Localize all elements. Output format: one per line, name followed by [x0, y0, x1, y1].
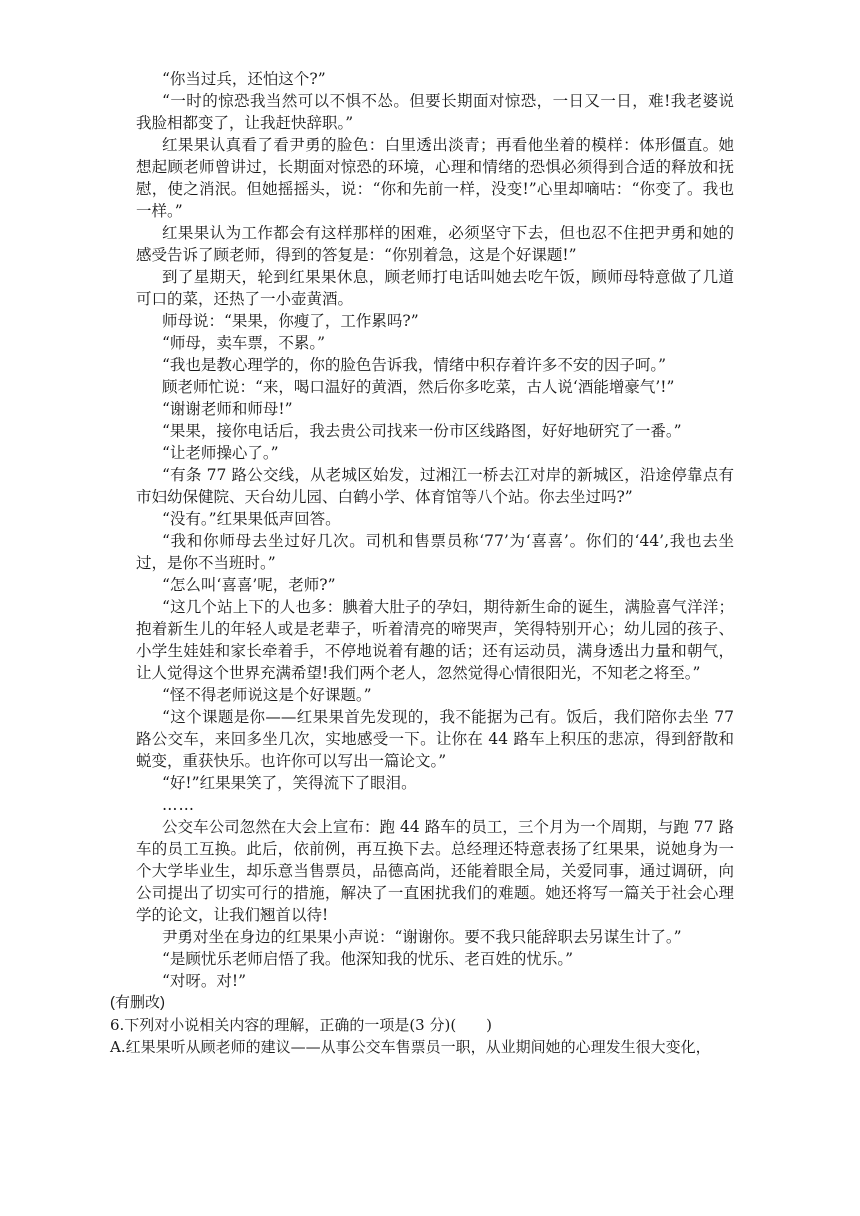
question-6: 6.下列对小说相关内容的理解，正确的一项是(3 分)( )	[110, 1016, 493, 1034]
paragraph-23: “是顾忧乐老师启悟了我。他深知我的忧乐、老百姓的忧乐。”	[162, 950, 574, 968]
paragraph-8: “我也是教心理学的，你的脸色告诉我，情绪中积存着许多不安的因子呵。”	[162, 356, 667, 374]
paragraph-17: “这几个站上下的人也多：腆着大肚子的孕妇，期待新生命的诞生，满脸喜气洋洋；抱着新生儿的年轻人或是老辈子，听着清亮的啼哭声，笑得特别开心；幼儿园的孩子、小学生娃娃和家长牵着手，不停地说着有趣的话；还有运动员，满身透出力量和朝气，让人觉得这个世界充满希望!我们两个老人，忽然觉得心情很阳光，不知老之将至。”	[136, 598, 734, 682]
paragraph-14: “没有。”红果果低声回答。	[162, 510, 341, 528]
ellipsis-marker: ……	[162, 796, 195, 814]
paragraph-3: 红果果认真看了看尹勇的脸色：白里透出淡青；再看他坐着的模样：体形僵直。她想起顾老师曾讲过，长期面对惊恐的环境，心理和情绪的恐惧必须得到合适的释放和抚慰，使之消泯。但她摇摇头，说：“你和先前一样，没变!”心里却嘀咕：“你变了。我也一样。”	[136, 136, 734, 220]
paragraph-2: “一时的惊恐我当然可以不惧不怂。但要长期面对惊恐，一日又一日，难!我老婆说我脸相都变了，让我赶快辞职。”	[136, 92, 734, 132]
paragraph-7: “师母，卖车票，不累。”	[162, 334, 326, 352]
paragraph-11: “果果，接你电话后，我去贵公司找来一份市区线路图，好好地研究了一番。”	[162, 422, 682, 440]
paragraph-4: 红果果认为工作都会有这样那样的困难，必须坚守下去，但也忍不住把尹勇和她的感受告诉了顾老师，得到的答复是：“你别着急，这是个好课题!”	[136, 224, 734, 264]
paragraph-15: “我和你师母去坐过好几次。司机和售票员称‘77’为‘喜喜’。你们的‘44’,我也去坐过，是你不当班时。”	[136, 532, 734, 572]
paragraph-5: 到了星期天，轮到红果果休息，顾老师打电话叫她去吃午饭，顾师母特意做了几道可口的菜，还热了一小壶黄酒。	[136, 268, 734, 308]
paragraph-22: 尹勇对坐在身边的红果果小声说：“谢谢你。要不我只能辞职去另谋生计了。”	[162, 928, 682, 946]
paragraph-1: “你当过兵，还怕这个?”	[162, 70, 326, 88]
paragraph-6: 师母说：“果果，你瘦了，工作累吗?”	[162, 312, 419, 330]
paragraph-9: 顾老师忙说：“来，喝口温好的黄酒，然后你多吃菜，古人说‘酒能增豪气’!”	[162, 378, 675, 396]
question-6-option-a: A.红果果听从顾老师的建议——从事公交车售票员一职，从业期间她的心理发生很大变化，	[110, 1038, 711, 1056]
paragraph-12: “让老师操心了。”	[162, 444, 279, 462]
paragraph-24: “对呀。对!”	[162, 972, 247, 990]
paragraph-20: “好!”红果果笑了，笑得流下了眼泪。	[162, 774, 417, 792]
paragraph-18: “怪不得老师说这是个好课题。”	[162, 686, 372, 704]
paragraph-10: “谢谢老师和师母!”	[162, 400, 293, 418]
edit-note: (有删改)	[110, 994, 165, 1011]
paragraph-19: “这个课题是你——红果果首先发现的，我不能据为己有。饭后，我们陪你去坐 77 路公交车，来回多坐几次，实地感受一下。让你在 44 路车上积压的悲凉，得到舒散和蜕变，重获快乐。也许你可以写出一篇论文。”	[136, 708, 734, 770]
paragraph-16: “怎么叫‘喜喜’呢，老师?”	[162, 576, 336, 594]
paragraph-13: “有条 77 路公交线，从老城区始发，过湘江一桥去江对岸的新城区，沿途停靠点有市妇幼保健院、天台幼儿园、白鹤小学、体育馆等八个站。你去坐过吗?”	[136, 466, 734, 506]
paragraph-21: 公交车公司忽然在大会上宣布：跑 44 路车的员工，三个月为一个周期，与跑 77 路车的员工互换。此后，依前例，再互换下去。总经理还特意表扬了红果果，说她身为一个大学毕业生，却乐意当售票员，品德高尚，还能着眼全局，关爱同事，通过调研，向公司提出了切实可行的措施，解决了一直困扰我们的难题。她还将写一篇关于社会心理学的论文，让我们翘首以待!	[136, 818, 734, 924]
